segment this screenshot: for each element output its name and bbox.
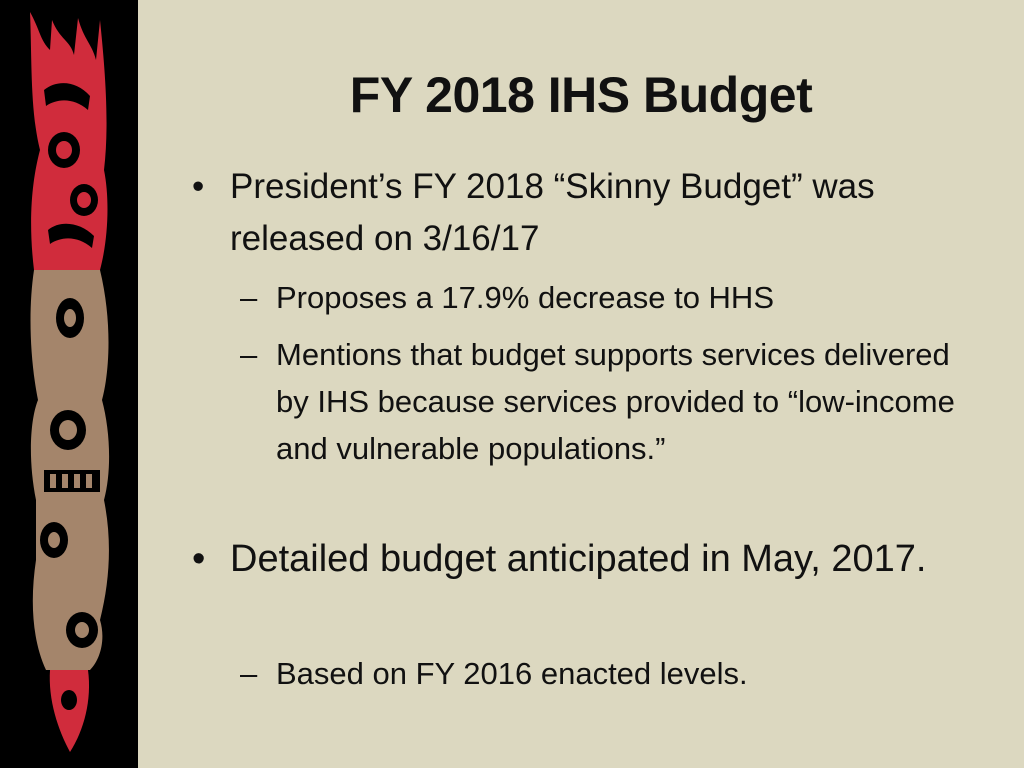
dash-marker: – [240, 656, 258, 691]
decorative-side-panel [0, 0, 138, 768]
dash-marker: – [240, 280, 258, 315]
totem-art-icon [0, 0, 138, 768]
sub-bullet-item [240, 274, 986, 321]
bullet-item [192, 532, 990, 586]
slide-title: FY 2018 IHS Budget [349, 67, 813, 123]
bullet-text: President’s FY 2018 “Skinny Budget” was released on 3/16/17 [230, 167, 875, 258]
sub-bullet-item [240, 650, 986, 697]
sub-bullet-text: Mentions that budget supports services delivered by IHS because services provided to “low-income and vulnerable populations.” [276, 337, 955, 466]
bullet-marker: • [192, 167, 205, 206]
sub-bullet-text: Proposes a 17.9% decrease to HHS [276, 280, 774, 315]
sub-bullet-item [240, 331, 986, 472]
bullet-marker: • [192, 538, 206, 580]
dash-marker: – [240, 337, 258, 372]
sub-bullet-text: Based on FY 2016 enacted levels. [276, 656, 748, 691]
bullet-text: Detailed budget anticipated in May, 2017. [230, 538, 927, 580]
bullet-item [192, 161, 990, 265]
